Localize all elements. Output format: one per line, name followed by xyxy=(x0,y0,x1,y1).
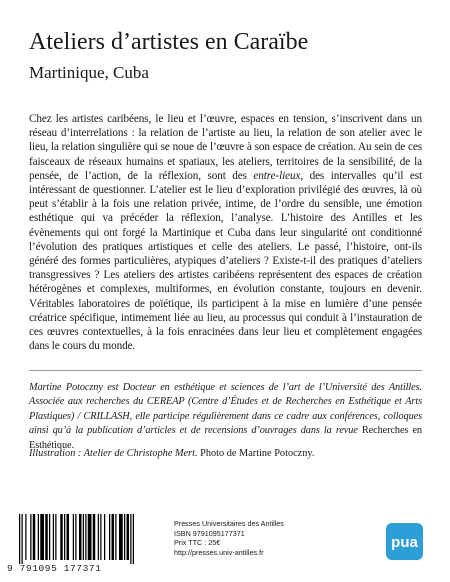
summary-part-1: Chez les artistes caribéens, le lieu et l’œuvre, espaces en tension, s’inscrivent dans un réseau d’interrelations : la relation de l’artiste au lieu, la relation de son atelier avec le lieu, la relation singulière qui se noue de l’œuvre à son espace de création. Au sein de ces faisceaux de réseaux humains et spatiaux, les ateliers, territoires de la sensibilité, de la pensée, de l’action, de la réflexion, sont des xyxy=(29,113,422,182)
book-subtitle: Martinique, Cuba xyxy=(29,63,149,82)
barcode-bar xyxy=(104,514,105,560)
barcode-bar xyxy=(112,514,115,560)
barcode-bar xyxy=(100,514,101,560)
barcode-bar xyxy=(40,514,44,560)
barcode-bar xyxy=(55,514,56,560)
summary-part-2: , des intervalles qu’il est intéressant de questionner. L’atelier est le lieu d’exploration privilégié des œuvres, là où peut s’établir à la fois une relation privée, intime, de l’ordre du sensible, une émotion esthétique qui va précéder la réflexion, l’analyse. L’histoire des Antilles et les évènements qui ont forgé la Martinique et Cuba dans leur singularité ont conditionné l’évolution des pratiques artistiques et celle des ateliers. Le passé, l’histoire, ont-ils généré des formes particulières, atypiques d’ateliers ? Existe-t-il des pratiques d’ateliers transgressives ? Les ateliers des artistes caribéens représentent des espaces de création hétérogènes et complexes, multiformes, en évolution constante, toujours en devenir. Véritables laboratoires de poïétique, ils participent à la mise en lumière d’une pensée créatrice spécifique, intimement liée au lieu, au processus qui conduit à l’instauration de ces œuvres contextuelles, à la fois enracinées dans leur lieu et complètement engagées dans le cours du monde. xyxy=(29,169,423,353)
barcode-bar xyxy=(109,514,110,560)
publisher-info xyxy=(174,519,354,557)
barcode-bar xyxy=(98,514,99,560)
book-title: Ateliers d’artistes en Caraïbe xyxy=(29,29,309,55)
barcode-bar xyxy=(79,514,82,560)
barcode-bar xyxy=(130,514,131,564)
publisher-name: Presses Universitaires des Antilles xyxy=(174,519,284,528)
author-bio xyxy=(29,381,422,453)
barcode-bar xyxy=(85,514,86,560)
summary-paragraph xyxy=(29,112,422,353)
publisher-isbn: ISBN 9791095177371 xyxy=(174,528,245,538)
barcode-bar xyxy=(53,514,54,560)
barcode-bar xyxy=(38,514,39,560)
barcode-bar xyxy=(30,514,31,560)
illustration-label: Illustration : xyxy=(29,448,84,459)
barcode-bar xyxy=(25,514,26,560)
summary-text xyxy=(29,112,422,353)
barcode-bar xyxy=(93,514,96,560)
barcode-bar xyxy=(22,514,23,564)
barcode-bar xyxy=(73,514,74,560)
publisher-price: Prix TTC : 25€ xyxy=(174,538,221,548)
logo-text: pua xyxy=(391,534,418,551)
barcode-bar xyxy=(88,514,92,560)
author-bio-end: . xyxy=(71,439,74,451)
barcode-bar xyxy=(60,514,63,560)
barcode-bar xyxy=(115,514,116,560)
summary-emphasis: entre-lieux xyxy=(253,169,301,182)
barcode-bar xyxy=(119,514,123,560)
author-bio-text: Martine Potoczny est Docteur en esthétique et sciences de l’art de l’Université des Antilles. Associée aux recherches du CEREAP (Centre d’Études et de Recherches en Esthétique et Arts Plastiques) / CRILLASH, elle participe régulièrement dans ce cadre aux conférences, colloques ainsi qu’à la publication d’articles et de recensions d’ouvrages dans la revue xyxy=(29,382,422,437)
barcode-bar xyxy=(19,514,20,564)
barcode-bar xyxy=(49,514,50,560)
barcode-bar xyxy=(64,514,65,560)
barcode-bar xyxy=(83,514,84,560)
isbn-barcode xyxy=(7,514,140,574)
barcode-bar xyxy=(127,514,130,560)
barcode-digits: 9 791095 177371 xyxy=(7,563,102,574)
illustration-credit xyxy=(29,447,422,461)
publisher-logo xyxy=(386,523,423,560)
separator-rule xyxy=(29,370,422,371)
barcode-bar xyxy=(75,514,76,560)
barcode-bar xyxy=(45,514,48,560)
barcode-bar xyxy=(133,514,134,564)
journal-name: Recherches en Esthétique xyxy=(29,425,422,451)
publisher-url[interactable]: http://presses.univ-antilles.fr xyxy=(174,547,264,557)
barcode-bar xyxy=(124,514,125,560)
photo-credit: Photo de Martine Potoczny. xyxy=(197,448,315,459)
illustration-work: Atelier de Christophe Mert. xyxy=(83,448,198,459)
barcode-bar xyxy=(33,514,36,560)
barcode-bars xyxy=(7,514,140,564)
pua-logo-icon xyxy=(386,523,423,560)
barcode-bar xyxy=(67,514,70,560)
